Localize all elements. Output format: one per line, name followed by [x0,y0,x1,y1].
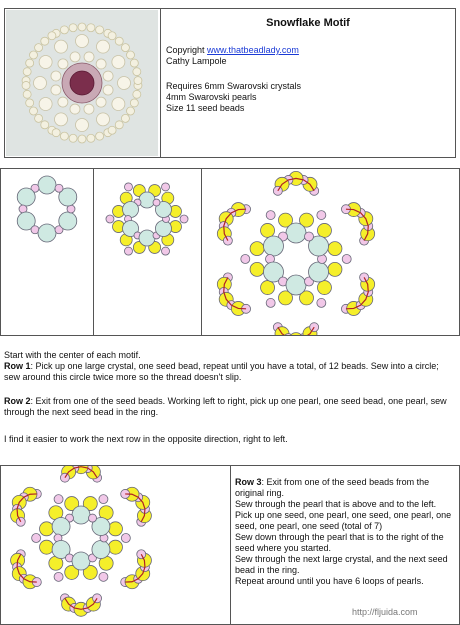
pearl-bead [317,223,331,237]
crystal-bead [123,202,139,218]
seed-bead [133,90,141,98]
pearl-bead [51,85,61,95]
seed-bead [60,473,69,482]
seed-bead [130,59,138,67]
seed-bead [60,132,68,140]
pearl-bead [112,56,125,69]
row3-step-1-text: : Exit from one of the seed beads from the original ring. [235,477,430,498]
seed-bead [93,594,102,603]
pearl-bead [261,223,275,237]
pearl-bead [108,522,122,536]
website-link[interactable]: www.thatbeadlady.com [207,45,299,55]
diagram-row-2 [94,169,201,335]
seed-bead [153,199,160,206]
pearl-bead [118,77,131,90]
author-name: Cathy Lampole [166,56,227,66]
crystal-bead [70,71,94,95]
pearl-bead [34,77,47,90]
row3-step-2: Sew through the pearl that is above and to the left. [235,499,437,509]
pearl-bead [112,98,125,111]
seed-bead [89,514,97,522]
copyright-label: Copyright [166,45,205,55]
pearl-bead [76,35,89,48]
seed-bead [121,114,129,122]
seed-bead [41,121,49,129]
seed-bead [133,68,141,76]
row3-step-1 [235,477,453,499]
pearl-bead [108,540,122,554]
seed-bead [54,495,63,504]
seed-bead [54,572,63,581]
seed-bead [124,247,132,255]
crystal-bead [38,224,56,242]
pearl-bead [96,97,106,107]
seed-bead [23,68,31,76]
crystal-bead [17,188,35,206]
pearl-bead [328,242,342,256]
pearl-bead [317,281,331,295]
seed-bead [162,247,170,255]
copyright-line [166,45,299,56]
crystal-bead [139,230,155,246]
row3-divider [230,465,231,625]
crystal-bead [92,541,110,559]
row1-label: Row 1 [4,361,31,371]
crystal-bead [155,221,171,237]
seed-bead [35,44,43,52]
requirement-seed-beads: Size 11 seed beads [166,103,245,113]
header-divider [160,8,161,158]
seed-bead [78,23,86,31]
seed-bead [126,51,134,59]
seed-bead [130,99,138,107]
seed-bead [99,572,108,581]
seed-bead [41,37,49,45]
seed-bead [266,298,275,307]
seed-bead [87,24,95,32]
seed-bead [108,32,116,40]
seed-bead [48,32,56,40]
pearl-bead [84,104,94,114]
row3-instructions [235,477,453,587]
pearl-bead [261,281,275,295]
pearl-bead [55,113,68,126]
pearl-bead [40,522,54,536]
seed-bead [30,107,38,115]
pearl-bead [84,52,94,62]
row2-label: Row 2 [4,396,31,406]
crystal-bead [263,236,283,256]
seed-bead [26,59,34,67]
seed-bead [180,215,188,223]
row1-paragraph [4,361,456,383]
seed-bead [55,184,63,192]
pearl-bead [58,59,68,69]
seed-bead [317,298,326,307]
crystal-bead [139,192,155,208]
seed-bead [134,77,142,85]
seed-bead [310,323,319,332]
crystal-bead [286,275,306,295]
row2-text: : Exit from one of the seed beads. Working left to right, pick up one pearl, one seed bead, one pearl, sew through the next seed bead in the ring. [4,396,447,417]
pearl-bead [97,40,110,53]
row3-step-4: Sew down through the pearl that is to the right of the seed where you started. [235,532,444,553]
seed-bead [26,99,34,107]
row3-step-3: Pick up one seed, one pearl, one seed, one pearl, one seed, one pearl, one seed (total of 7) [235,510,452,531]
pearl-bead [97,113,110,126]
requirement-pearls: 4mm Swarovski pearls [166,92,257,102]
seed-bead [22,81,30,89]
pearl-bead [58,97,68,107]
seed-bead [96,26,104,34]
seed-bead [305,232,314,241]
pearl-bead [250,242,264,256]
diagram-row-1 [1,169,93,335]
row3-label: Row 3 [235,477,262,487]
intro-text: Start with the center of each motif. [4,350,141,360]
seed-bead [69,24,77,32]
row3-step-6: Repeat around until you have 6 loops of pearls. [235,576,424,586]
seed-bead [35,114,43,122]
seed-bead [69,134,77,142]
pearl-bead [103,71,113,81]
pearl-bead [328,262,342,276]
direction-note: I find it easier to work the next row in the opposite direction, right to left. [4,434,288,444]
pearl-bead [103,85,113,95]
seed-bead [266,211,275,220]
seed-bead [96,132,104,140]
pearl-bead [39,98,52,111]
crystal-bead [309,262,329,282]
seed-bead [32,534,41,543]
seed-bead [99,495,108,504]
row2-paragraph [4,396,456,418]
seed-bead [115,37,123,45]
pearl-bead [96,59,106,69]
pearl-bead [40,540,54,554]
seed-bead [162,183,170,191]
crystal-bead [286,223,306,243]
diagram-row-3-loops [1,466,230,623]
watermark: http://fljuida.com [352,607,418,617]
seed-bead [121,44,129,52]
motif-photo [6,10,158,156]
crystal-bead [72,552,90,570]
pearl-bead [55,40,68,53]
pearl-bead [39,56,52,69]
seed-bead [115,121,123,129]
seed-bead [241,255,250,264]
seed-bead [108,126,116,134]
seed-bead [30,51,38,59]
pearl-bead [70,52,80,62]
crystal-bead [59,212,77,230]
seed-bead [60,26,68,34]
pearl-bead [70,104,80,114]
page-title: Snowflake Motif [266,17,350,29]
seed-bead [23,90,31,98]
row1-text: : Pick up one large crystal, one seed bead, repeat until you have a total, of 12 beads. Sew into a circle; sew around this circle twice more so the thread doesn't slip. [4,361,439,382]
crystal-bead [38,176,56,194]
requirement-crystals: Requires 6mm Swarovski crystals [166,81,302,91]
crystal-bead [72,506,90,524]
pearl-bead [250,262,264,276]
seed-bead [126,107,134,115]
seed-bead [52,129,60,137]
seed-bead [317,211,326,220]
pearl-bead [51,71,61,81]
seed-bead [106,215,114,223]
seed-bead [124,183,132,191]
pearl-bead [76,119,89,132]
seed-bead [342,255,351,264]
diagram-row-3 [202,169,459,335]
seed-bead [121,534,130,543]
seed-bead [78,135,86,143]
row3-step-5: Sew through the next large crystal, and the next seed bead in the ring. [235,554,448,575]
crystal-bead [52,518,70,536]
seed-bead [87,134,95,142]
